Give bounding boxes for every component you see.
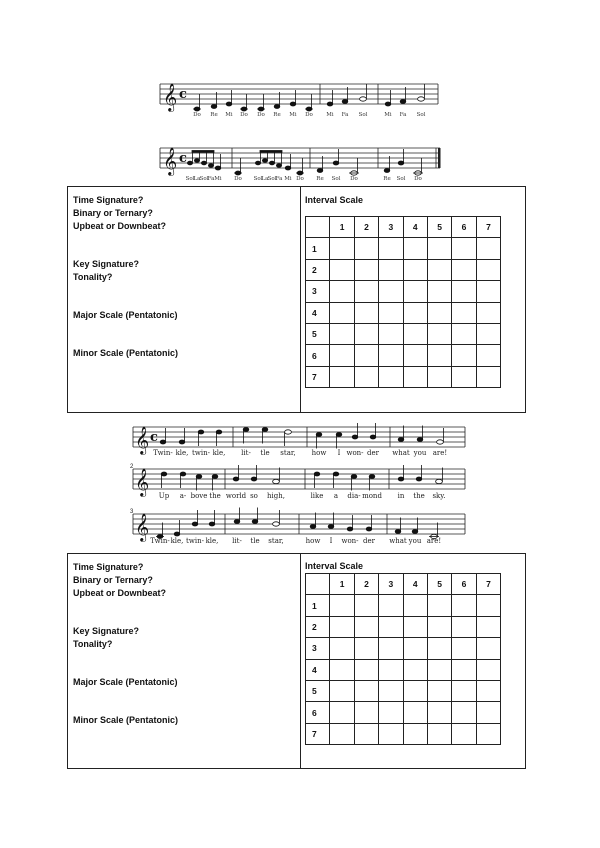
interval-answer-cell[interactable] (379, 680, 403, 701)
lyric-syllable: lit- (232, 537, 242, 545)
lyric-syllable: dia- (347, 492, 361, 500)
interval-answer-cell[interactable] (403, 702, 427, 723)
interval-col-header: 2 (354, 217, 378, 238)
interval-answer-cell[interactable] (403, 723, 427, 744)
lyric-syllable: in (397, 492, 405, 500)
lyric-syllable: lit- (241, 449, 251, 457)
interval-row-header: 2 (306, 259, 330, 280)
lyric-syllable: a (333, 492, 339, 500)
interval-answer-cell[interactable] (427, 323, 451, 344)
lyric-syllable: a- (179, 492, 187, 500)
interval-answer-cell[interactable] (476, 702, 500, 723)
solfege-syllable: Do (234, 176, 242, 182)
interval-answer-cell[interactable] (354, 238, 378, 259)
lyric-syllable: twin- (192, 449, 210, 457)
interval-col-header: 3 (379, 574, 403, 595)
solfege-syllable: Sol (199, 176, 209, 182)
lyric-syllable: won- (341, 537, 359, 545)
interval-answer-cell[interactable] (452, 680, 476, 701)
interval-answer-cell[interactable] (427, 238, 451, 259)
lyric-syllable: kle, (212, 449, 226, 457)
solfege-syllable: Re (383, 176, 391, 182)
interval-answer-cell[interactable] (476, 281, 500, 302)
lyric-syllable: mond (362, 492, 382, 500)
svg-text:𝄞: 𝄞 (163, 83, 178, 111)
lyric-syllable: how (311, 449, 327, 457)
interval-answer-cell[interactable] (427, 638, 451, 659)
interval-answer-cell[interactable] (330, 595, 354, 616)
interval-answer-cell[interactable] (379, 238, 403, 259)
svg-text:c: c (150, 430, 158, 445)
lyric-syllable: Twin- (150, 537, 170, 545)
interval-answer-cell[interactable] (379, 302, 403, 323)
interval-answer-cell[interactable] (476, 638, 500, 659)
solfege-syllable: Fa (207, 176, 215, 182)
interval-answer-cell[interactable] (330, 638, 354, 659)
solfege-syllable: Do (305, 112, 313, 118)
interval-answer-cell[interactable] (354, 345, 378, 366)
solfege-syllable: Fa (399, 112, 407, 118)
time-signature-question: Time Signature? (73, 562, 144, 572)
interval-scale-title: Interval Scale (305, 561, 364, 571)
svg-text:c: c (179, 151, 187, 166)
interval-answer-cell[interactable] (476, 345, 500, 366)
solfege-syllable: Fa (341, 112, 349, 118)
lyric-syllable: so (250, 492, 258, 500)
solfege-syllable: Mi (289, 112, 297, 118)
interval-row-header: 6 (306, 345, 330, 366)
key-signature-question: Key Signature? (73, 259, 140, 269)
upbeat-downbeat-question: Upbeat or Downbeat? (73, 221, 167, 231)
interval-corner-cell (306, 217, 330, 238)
interval-answer-cell[interactable] (427, 259, 451, 280)
svg-text:𝄞: 𝄞 (135, 468, 150, 496)
interval-row-header: 1 (306, 238, 330, 259)
interval-row (306, 702, 501, 723)
interval-answer-cell[interactable] (330, 723, 354, 744)
interval-answer-cell[interactable] (379, 259, 403, 280)
interval-row (306, 659, 501, 680)
solfege-syllable: Do (240, 112, 248, 118)
solfege-syllable: Mi (284, 176, 292, 182)
interval-answer-cell[interactable] (403, 680, 427, 701)
interval-answer-cell[interactable] (476, 595, 500, 616)
panel-divider (300, 554, 301, 768)
interval-answer-cell[interactable] (379, 723, 403, 744)
interval-answer-cell[interactable] (354, 659, 378, 680)
interval-answer-cell[interactable] (427, 723, 451, 744)
interval-row-header: 3 (306, 281, 330, 302)
interval-col-header: 6 (452, 574, 476, 595)
lyric-syllable: you (413, 449, 427, 457)
lyric-syllable: bove (190, 492, 208, 500)
lyric-syllable: tle (250, 537, 260, 545)
interval-row (306, 238, 501, 259)
interval-answer-cell[interactable] (403, 638, 427, 659)
solfege-syllable: La (193, 176, 201, 182)
interval-scale-table (305, 573, 501, 745)
lyric-syllable: high, (267, 492, 285, 500)
interval-answer-cell[interactable] (476, 238, 500, 259)
interval-answer-cell[interactable] (452, 659, 476, 680)
panel-divider (300, 187, 301, 412)
interval-col-header: 1 (330, 574, 354, 595)
solfege-syllable: Mi (384, 112, 392, 118)
lyric-syllable: tle (260, 449, 270, 457)
interval-answer-cell[interactable] (354, 702, 378, 723)
interval-answer-cell[interactable] (427, 302, 451, 323)
interval-answer-cell[interactable] (476, 302, 500, 323)
tonality-question: Tonality? (73, 272, 113, 282)
interval-header-row (306, 574, 501, 595)
lyric-syllable: won- (346, 449, 364, 457)
interval-corner-cell (306, 574, 330, 595)
interval-answer-cell[interactable] (452, 366, 476, 387)
worksheet-panel-2 (67, 553, 526, 769)
interval-answer-cell[interactable] (379, 281, 403, 302)
interval-answer-cell[interactable] (452, 302, 476, 323)
interval-answer-cell[interactable] (403, 302, 427, 323)
interval-row (306, 259, 501, 280)
interval-col-header: 4 (403, 574, 427, 595)
svg-text:𝄞: 𝄞 (135, 426, 150, 454)
interval-answer-cell[interactable] (427, 616, 451, 637)
binary-ternary-question: Binary or Ternary? (73, 575, 153, 585)
lyric-syllable: how (305, 537, 321, 545)
major-scale-question: Major Scale (Pentatonic) (73, 677, 178, 687)
interval-row (306, 302, 501, 323)
interval-answer-cell[interactable] (330, 616, 354, 637)
lyric-syllable: the (413, 492, 425, 500)
solfege-syllable: Mi (214, 176, 222, 182)
lyric-syllable: are! (432, 449, 448, 457)
interval-answer-cell[interactable] (354, 723, 378, 744)
interval-col-header: 4 (403, 217, 427, 238)
solfege-syllable: Re (273, 112, 281, 118)
solfege-syllable: La (261, 176, 269, 182)
interval-answer-cell[interactable] (452, 616, 476, 637)
solfege-score-2 (160, 142, 442, 182)
lyric-syllable: I (337, 449, 341, 457)
solfege-syllable: Do (257, 112, 265, 118)
interval-answer-cell[interactable] (403, 595, 427, 616)
solfege-syllable: Sol (253, 176, 263, 182)
interval-answer-cell[interactable] (379, 702, 403, 723)
binary-ternary-question: Binary or Ternary? (73, 208, 153, 218)
solfege-score-1 (160, 78, 440, 118)
interval-row (306, 281, 501, 302)
svg-text:𝄞: 𝄞 (135, 513, 150, 541)
interval-scale-table (305, 216, 501, 388)
interval-answer-cell[interactable] (403, 281, 427, 302)
interval-answer-cell[interactable] (452, 723, 476, 744)
solfege-syllable: Mi (225, 112, 233, 118)
interval-answer-cell[interactable] (476, 723, 500, 744)
interval-col-header: 7 (476, 574, 500, 595)
interval-answer-cell[interactable] (403, 345, 427, 366)
interval-answer-cell[interactable] (354, 259, 378, 280)
interval-row (306, 366, 501, 387)
interval-row-header: 2 (306, 616, 330, 637)
interval-answer-cell[interactable] (330, 366, 354, 387)
interval-answer-cell[interactable] (452, 702, 476, 723)
lyric-syllable: kle, (170, 537, 184, 545)
lyric-syllable: der (363, 537, 375, 545)
upbeat-downbeat-question: Upbeat or Downbeat? (73, 588, 167, 598)
interval-answer-cell[interactable] (330, 259, 354, 280)
minor-scale-question: Minor Scale (Pentatonic) (73, 715, 179, 725)
interval-col-header: 1 (330, 217, 354, 238)
solfege-syllable: Do (296, 176, 304, 182)
solfege-syllable: Re (210, 112, 218, 118)
interval-answer-cell[interactable] (452, 345, 476, 366)
interval-row (306, 323, 501, 344)
interval-answer-cell[interactable] (452, 259, 476, 280)
interval-row (306, 345, 501, 366)
major-scale-question: Major Scale (Pentatonic) (73, 310, 178, 320)
interval-answer-cell[interactable] (427, 345, 451, 366)
lyric-syllable: Up (158, 492, 170, 500)
interval-answer-cell[interactable] (330, 323, 354, 344)
interval-row-header: 4 (306, 659, 330, 680)
interval-answer-cell[interactable] (427, 595, 451, 616)
interval-answer-cell[interactable] (330, 238, 354, 259)
interval-answer-cell[interactable] (330, 281, 354, 302)
interval-answer-cell[interactable] (403, 616, 427, 637)
interval-answer-cell[interactable] (379, 366, 403, 387)
tonality-question: Tonality? (73, 639, 113, 649)
solfege-syllable: Sol (267, 176, 277, 182)
solfege-syllable: Sol (358, 112, 368, 118)
interval-answer-cell[interactable] (354, 638, 378, 659)
interval-answer-cell[interactable] (427, 281, 451, 302)
lyric-syllable: the (209, 492, 221, 500)
interval-answer-cell[interactable] (476, 659, 500, 680)
lyric-syllable: world (225, 492, 247, 500)
interval-answer-cell[interactable] (476, 680, 500, 701)
interval-row-header: 5 (306, 323, 330, 344)
lyric-syllable: twin- (186, 537, 204, 545)
interval-col-header: 6 (452, 217, 476, 238)
lyric-syllable: like (310, 492, 324, 500)
interval-answer-cell[interactable] (354, 366, 378, 387)
interval-row (306, 638, 501, 659)
line-number-3: 3 (130, 509, 134, 515)
interval-row-header: 4 (306, 302, 330, 323)
interval-row-header: 5 (306, 680, 330, 701)
interval-answer-cell[interactable] (452, 238, 476, 259)
interval-answer-cell[interactable] (476, 366, 500, 387)
lyric-syllable: what (392, 449, 410, 457)
interval-answer-cell[interactable] (379, 616, 403, 637)
interval-row-header: 3 (306, 638, 330, 659)
time-signature-question: Time Signature? (73, 195, 144, 205)
lyric-syllable: I (329, 537, 333, 545)
lyric-syllable: star, (280, 449, 296, 457)
minor-scale-question: Minor Scale (Pentatonic) (73, 348, 179, 358)
lyric-syllable: der (367, 449, 379, 457)
interval-row-header: 6 (306, 702, 330, 723)
song-score (130, 418, 469, 546)
interval-answer-cell[interactable] (330, 302, 354, 323)
key-signature-question: Key Signature? (73, 626, 140, 636)
solfege-syllable: Re (316, 176, 324, 182)
interval-answer-cell[interactable] (427, 680, 451, 701)
interval-row (306, 595, 501, 616)
interval-answer-cell[interactable] (452, 638, 476, 659)
lyric-syllable: kle, (175, 449, 189, 457)
lyric-syllable: are! (426, 537, 442, 545)
lyric-syllable: sky. (432, 492, 446, 500)
interval-answer-cell[interactable] (452, 281, 476, 302)
interval-answer-cell[interactable] (476, 323, 500, 344)
interval-answer-cell[interactable] (403, 366, 427, 387)
solfege-syllable: Do (414, 176, 422, 182)
interval-row-header: 1 (306, 595, 330, 616)
interval-answer-cell[interactable] (427, 366, 451, 387)
interval-answer-cell[interactable] (330, 659, 354, 680)
interval-answer-cell[interactable] (354, 302, 378, 323)
interval-answer-cell[interactable] (330, 680, 354, 701)
interval-answer-cell[interactable] (476, 616, 500, 637)
interval-answer-cell[interactable] (354, 680, 378, 701)
interval-answer-cell[interactable] (379, 595, 403, 616)
solfege-syllable: Sol (331, 176, 341, 182)
lyric-syllable: Twin- (153, 449, 173, 457)
interval-row-header: 7 (306, 366, 330, 387)
interval-answer-cell[interactable] (403, 259, 427, 280)
interval-row (306, 616, 501, 637)
interval-row (306, 723, 501, 744)
solfege-syllable: Fa (275, 176, 283, 182)
interval-answer-cell[interactable] (354, 281, 378, 302)
interval-answer-cell[interactable] (354, 323, 378, 344)
interval-col-header: 5 (427, 217, 451, 238)
interval-row-header: 7 (306, 723, 330, 744)
lyric-syllable: you (408, 537, 422, 545)
lyric-syllable: kle, (205, 537, 219, 545)
interval-col-header: 5 (427, 574, 451, 595)
interval-answer-cell[interactable] (452, 323, 476, 344)
interval-col-header: 7 (476, 217, 500, 238)
interval-col-header: 2 (354, 574, 378, 595)
interval-answer-cell[interactable] (403, 323, 427, 344)
interval-answer-cell[interactable] (379, 659, 403, 680)
lyric-syllable: star, (268, 537, 284, 545)
solfege-syllable: Sol (185, 176, 195, 182)
interval-answer-cell[interactable] (427, 659, 451, 680)
interval-answer-cell[interactable] (379, 345, 403, 366)
interval-answer-cell[interactable] (427, 702, 451, 723)
interval-answer-cell[interactable] (452, 595, 476, 616)
interval-header-row (306, 217, 501, 238)
solfege-syllable: Do (350, 176, 358, 182)
interval-row (306, 680, 501, 701)
interval-answer-cell[interactable] (330, 345, 354, 366)
interval-answer-cell[interactable] (354, 595, 378, 616)
solfege-syllable: Do (193, 112, 201, 118)
interval-answer-cell[interactable] (403, 238, 427, 259)
lyric-syllable: what (389, 537, 407, 545)
interval-scale-title: Interval Scale (305, 195, 364, 205)
svg-text:c: c (179, 87, 187, 102)
solfege-syllable: Sol (396, 176, 406, 182)
line-number-2: 2 (130, 464, 134, 470)
interval-answer-cell[interactable] (379, 323, 403, 344)
interval-answer-cell[interactable] (330, 702, 354, 723)
interval-answer-cell[interactable] (354, 616, 378, 637)
solfege-syllable: Mi (326, 112, 334, 118)
interval-answer-cell[interactable] (379, 638, 403, 659)
worksheet-panel-1 (67, 186, 526, 413)
solfege-syllable: Sol (416, 112, 426, 118)
interval-answer-cell[interactable] (476, 259, 500, 280)
svg-text:𝄞: 𝄞 (163, 147, 178, 175)
interval-col-header: 3 (379, 217, 403, 238)
interval-answer-cell[interactable] (403, 659, 427, 680)
